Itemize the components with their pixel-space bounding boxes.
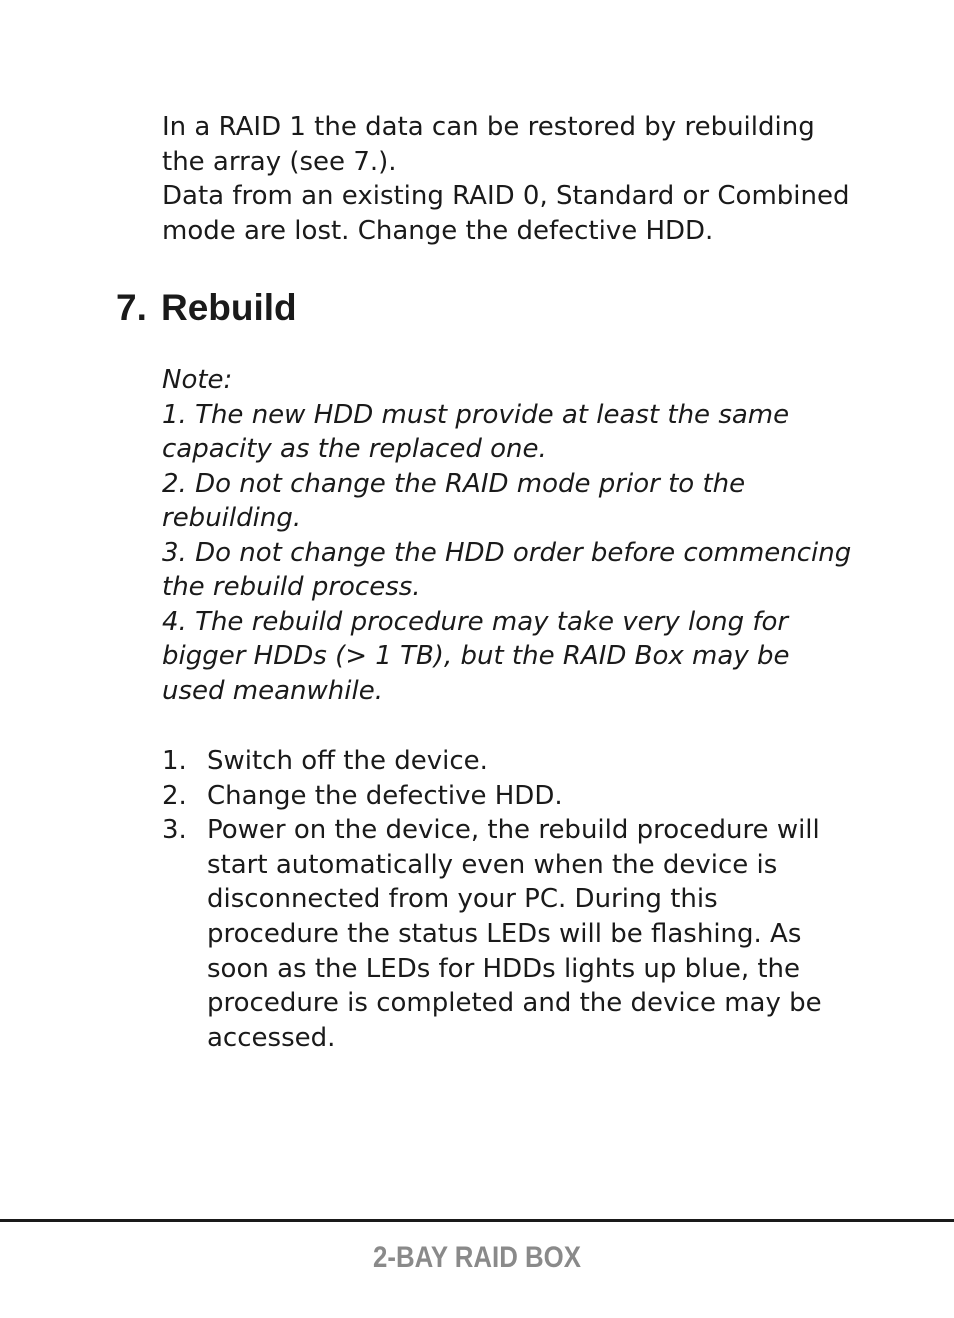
step-number: 1. xyxy=(162,746,187,776)
list-item xyxy=(162,813,852,1055)
step-text: Switch off the device. xyxy=(207,746,488,776)
section-number: 7. xyxy=(116,287,147,328)
steps-list xyxy=(162,744,852,1055)
list-item xyxy=(162,744,852,779)
note-item: 2. Do not change the RAID mode prior to the rebuilding. xyxy=(162,468,746,533)
note-label: Note: xyxy=(162,365,233,395)
step-text: Power on the device, the rebuild procedure will start automatically even when the device is disconnected from your PC. During this procedure the status LEDs will be flashing. As soon as the LEDs for HDDs lights up blue, the procedure is completed and the device may be accessed. xyxy=(207,815,822,1053)
note-item: 4. The rebuild procedure may take very long for bigger HDDs (> 1 TB), but the RAID Box may be used meanwhile. xyxy=(162,606,790,706)
footer-divider xyxy=(0,1219,954,1222)
list-item xyxy=(162,779,852,814)
intro-line: Data from an existing RAID 0, Standard or Combined mode are lost. Change the defective HDD. xyxy=(162,181,850,246)
note-block xyxy=(162,363,852,708)
footer-title: 2-BAY RAID BOX xyxy=(373,1241,581,1274)
step-text: Change the defective HDD. xyxy=(207,780,563,811)
note-item: 1. The new HDD must provide at least the same capacity as the replaced one. xyxy=(162,399,790,464)
intro-paragraph xyxy=(162,110,852,248)
note-item: 3. Do not change the HDD order before commencing the rebuild process. xyxy=(162,537,852,602)
step-number: 2. xyxy=(162,780,187,811)
step-number: 3. xyxy=(162,815,187,846)
section-title: Rebuild xyxy=(161,287,297,328)
section-heading xyxy=(116,286,297,330)
intro-line: In a RAID 1 the data can be restored by rebuilding the array (see 7.). xyxy=(162,112,815,177)
